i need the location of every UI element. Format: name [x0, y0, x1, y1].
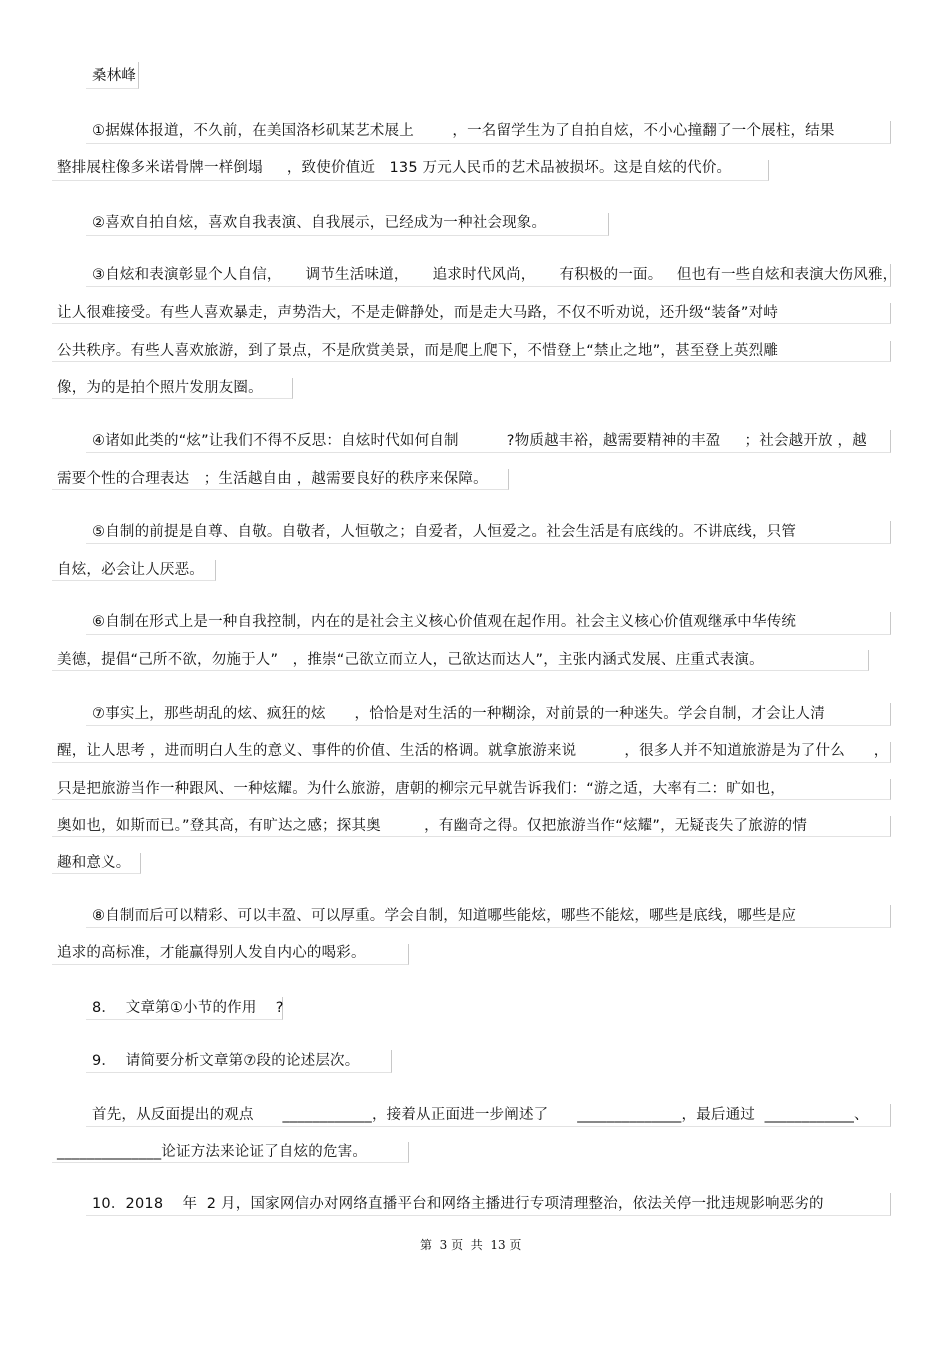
paragraph-2-line-1: ②喜欢自拍自炫，喜欢自我表演、自我展示，已经成为一种社会现象。	[92, 215, 547, 231]
question-8: 8． 文章第①小节的作用 ?	[92, 1000, 284, 1016]
question-9-answer-line-2: ______________论证方法来论证了自炫的危害。	[57, 1144, 368, 1160]
paragraph-1-line-1: ①据媒体报道，不久前，在美国洛杉矶某艺术展上 ，一名留学生为了自拍自炫，不小心撞翻了一个展柱，结果	[92, 123, 835, 139]
paragraph-3-line-3: 公共秩序。有些人喜欢旅游，到了景点，不是欣赏美景，而是爬上爬下，不惜登上“禁止之地”，甚至登上英烈雕	[57, 343, 779, 359]
paragraph-5-line-2: 自炫，必会让人厌恶。	[57, 562, 204, 578]
paragraph-7-line-1: ⑦事实上，那些胡乱的炫、疯狂的炫 ，恰恰是对生活的一种糊涂，对前景的一种迷失。学会自制，才会让人清	[92, 706, 825, 722]
paragraph-7-line-3: 只是把旅游当作一种跟风、一种炫耀。为什么旅游，唐朝的柳宗元早就告诉我们：“游之适，大率有二：旷如也，	[57, 781, 786, 797]
paragraph-5-line-1: ⑤自制的前提是自尊、自敬。自敬者，人恒敬之；自爱者，人恒爱之。社会生活是有底线的。不讲底线，只管	[92, 524, 797, 540]
question-9-answer-line-1: 首先，从反面提出的观点 ____________，接着从正面进一步阐述了 ______________，最后通过 ____________、	[92, 1107, 869, 1123]
paragraph-6-line-1: ⑥自制在形式上是一种自我控制，内在的是社会主义核心价值观在起作用。社会主义核心价值观继承中华传统	[92, 614, 797, 630]
paragraph-7-line-4: 奥如也，如斯而已。”登其高，有旷达之感；探其奥 ，有幽奇之得。仅把旅游当作“炫耀”，无疑丧失了旅游的情	[57, 818, 808, 834]
paragraph-4-line-2: 需要个性的合理表达 ；生活越自由 ，越需要良好的秩序来保障。	[57, 471, 488, 487]
page-footer: 第 3 页 共 13 页	[420, 1238, 522, 1252]
question-10: 10．2018 年 2 月，国家网信办对网络直播平台和网络主播进行专项清理整治，依法关停一批违规影响恶劣的	[92, 1196, 824, 1212]
paragraph-3-line-1: ③自炫和表演彰显个人自信， 调节生活味道， 追求时代风尚， 有积极的一面。 但也有一些自炫和表演大伤风雅，	[92, 267, 898, 283]
paragraph-8-line-2: 追求的高标准，才能赢得别人发自内心的喝彩。	[57, 945, 366, 961]
paragraph-8-line-1: ⑧自制而后可以精彩、可以丰盈、可以厚重。学会自制，知道哪些能炫，哪些不能炫，哪些是底线，哪些是应	[92, 908, 797, 924]
paragraph-3-line-4: 像，为的是拍个照片发朋友圈。	[57, 380, 263, 396]
paragraph-3-line-2: 让人很难接受。有些人喜欢暴走，声势浩大，不是走僻静处，而是走大马路，不仅不听劝说，还升级“装备”对峙	[57, 305, 779, 321]
paragraph-6-line-2: 美德，提倡“己所不欲，勿施于人” ，推崇“己欲立而立人，己欲达而达人”，主张内涵式发展、庄重式表演。	[57, 652, 764, 668]
paragraph-7-line-2: 醒，让人思考 ，进而明白人生的意义、事件的价值、生活的格调。就拿旅游来说 ，很多人并不知道旅游是为了什么 ，	[57, 743, 889, 759]
question-9: 9． 请简要分析文章第⑦段的论述层次。	[92, 1053, 360, 1069]
paragraph-1-line-2: 整排展柱像多米诺骨牌一样倒塌 ，致使价值近 135 万元人民币的艺术品被损坏。这是自炫的代价。	[57, 160, 732, 176]
author-name: 桑林峰	[92, 68, 137, 84]
paragraph-4-line-1: ④诸如此类的“炫”让我们不得不反思：自炫时代如何自制 ?物质越丰裕，越需要精神的丰盈 ；社会越开放 ，越	[92, 433, 867, 449]
paragraph-7-line-5: 趣和意义。	[57, 855, 131, 871]
